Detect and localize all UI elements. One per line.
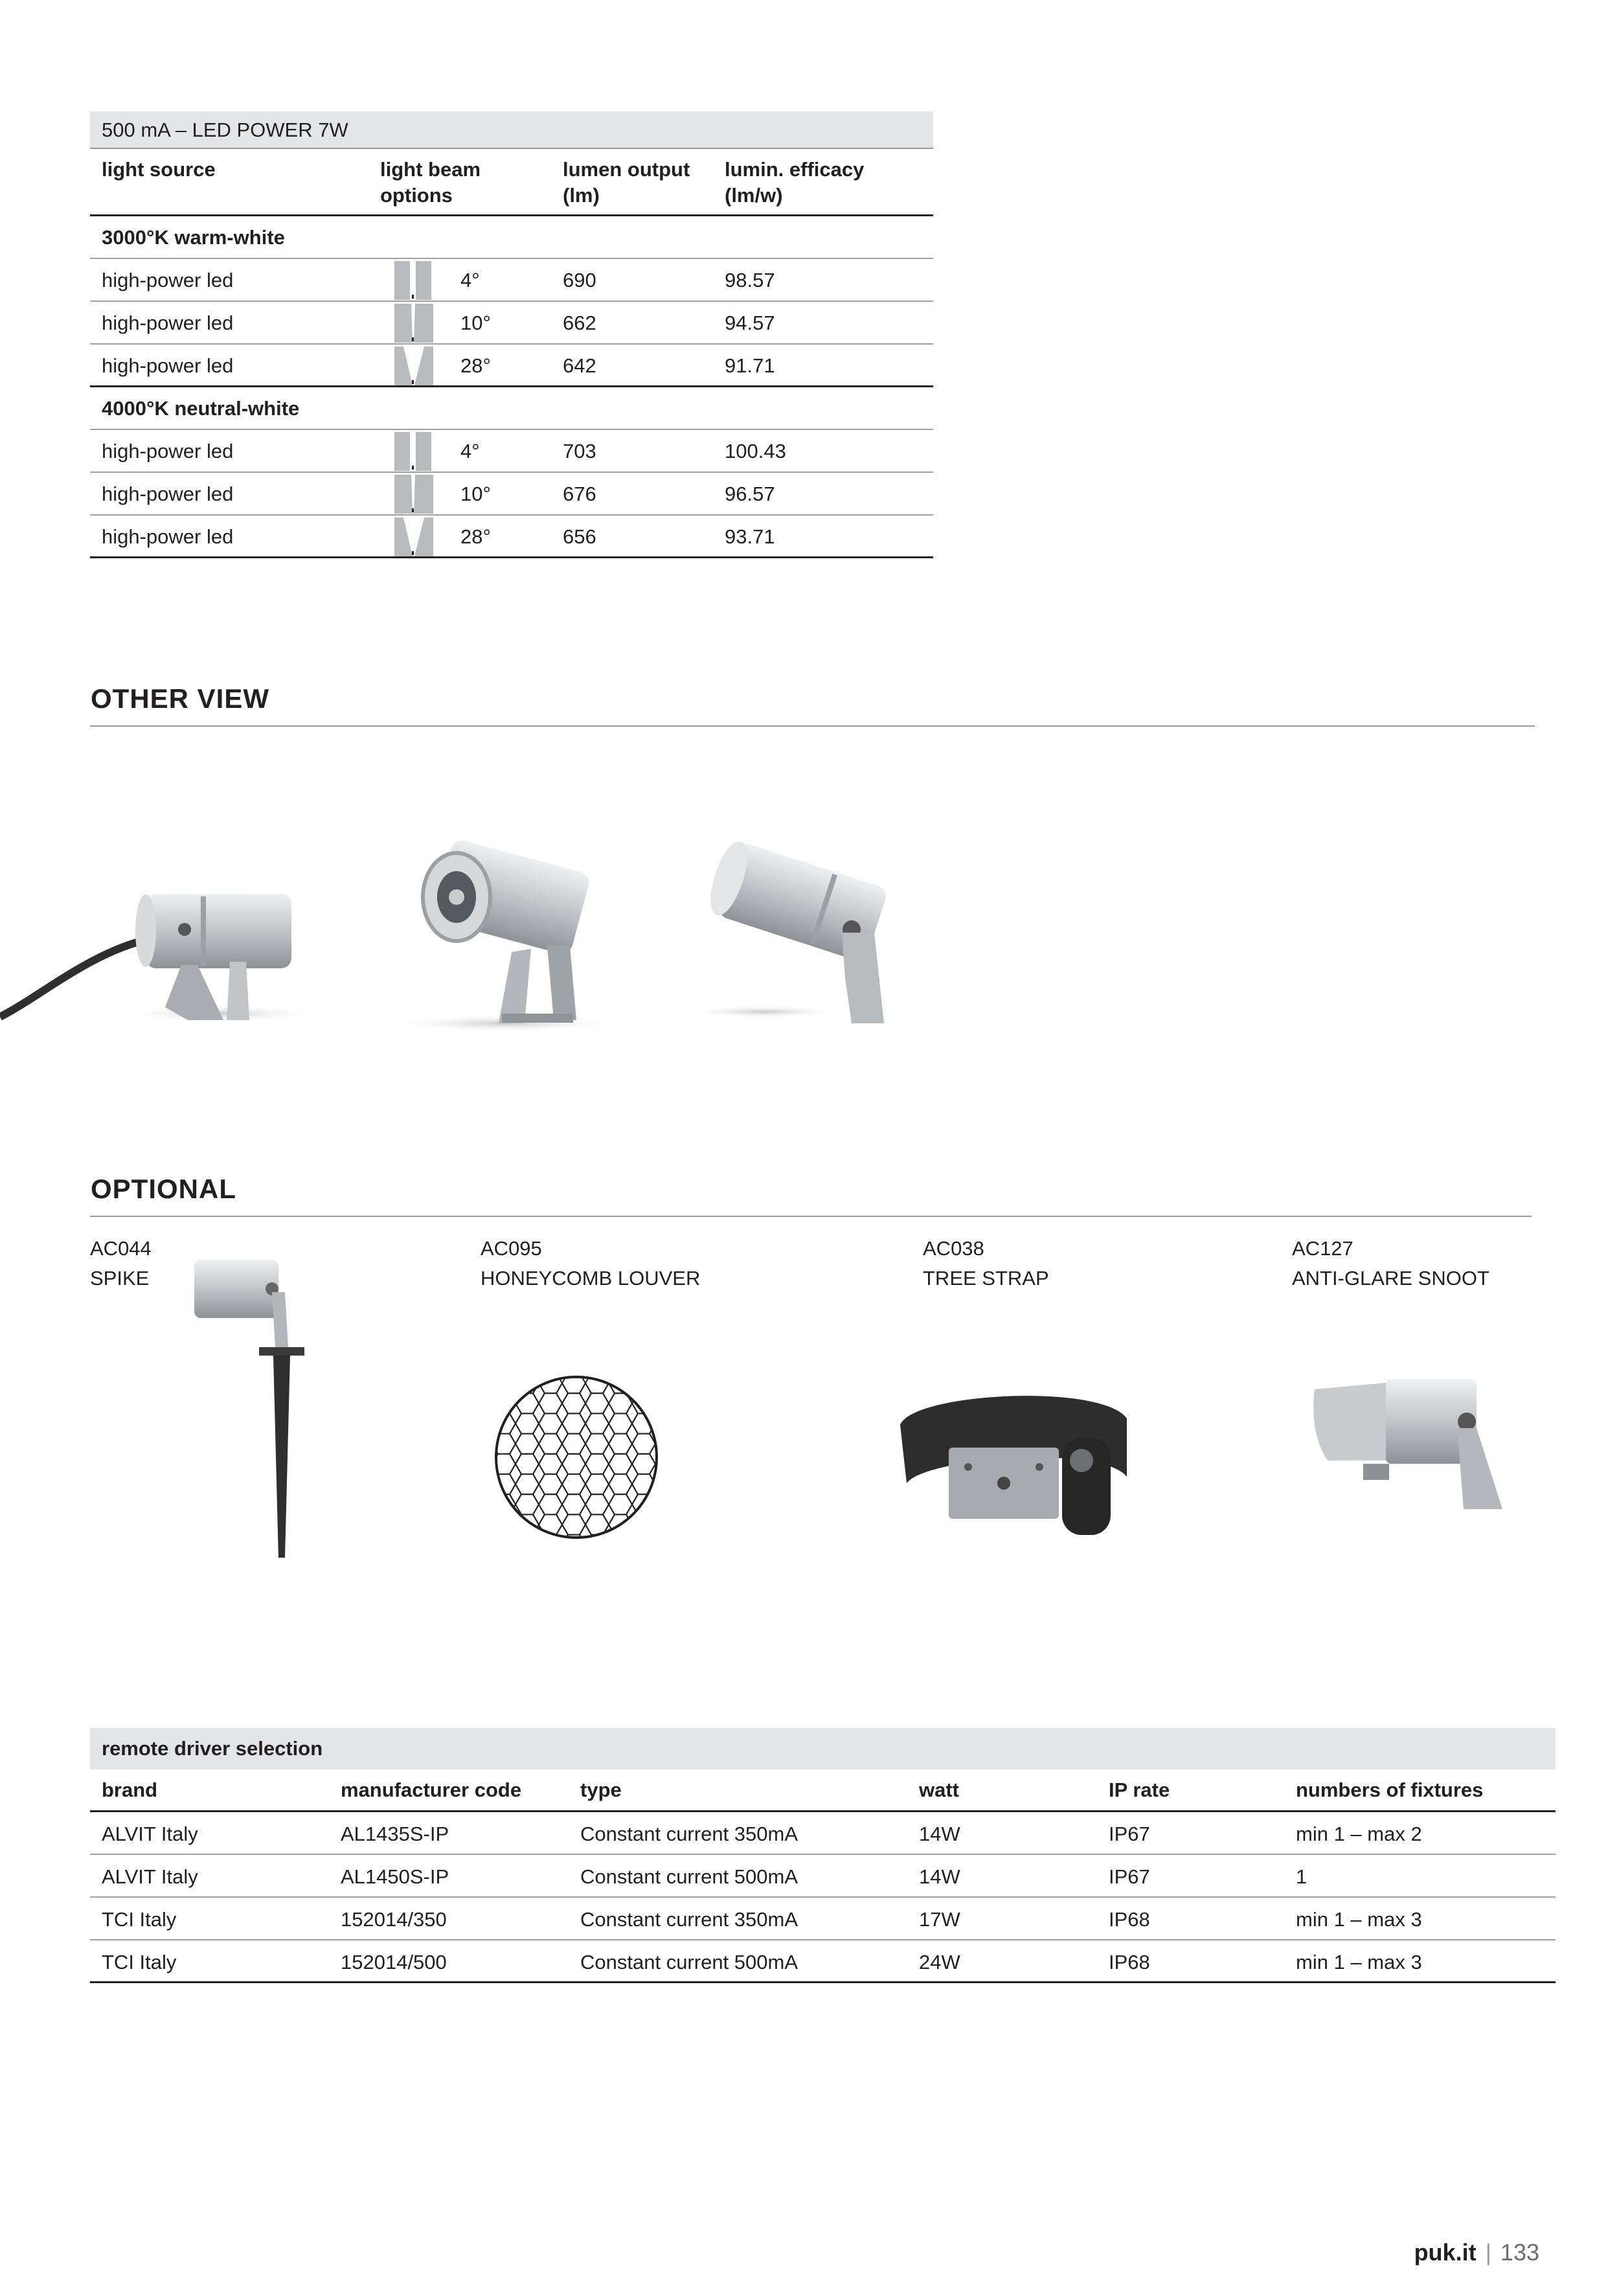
narrow-beam-icon — [394, 261, 433, 300]
optional-name: SPIKE — [90, 1267, 150, 1290]
table-row — [90, 1898, 1556, 1940]
cell-angle: 28° — [460, 525, 491, 548]
cell-watt: 24W — [919, 1951, 960, 1973]
spec-table — [90, 111, 933, 558]
optional-name: TREE STRAP — [923, 1267, 1049, 1290]
driver-table-title: remote driver selection — [90, 1728, 1556, 1769]
medium-beam-icon — [394, 475, 433, 514]
spike-accessory-image — [188, 1253, 304, 1564]
cell-source: high-power led — [102, 440, 234, 462]
table-row — [90, 1940, 1556, 1983]
cell-lumen: 703 — [563, 440, 596, 462]
cell-type: Constant current 500mA — [580, 1951, 798, 1973]
cell-code: 152014/500 — [341, 1951, 447, 1973]
cell-watt: 17W — [919, 1908, 960, 1931]
header-fixtures: numbers of fixtures — [1296, 1779, 1484, 1801]
table-row — [90, 259, 933, 302]
cell-code: AL1450S-IP — [341, 1865, 449, 1888]
header-light-beam: light beam options — [380, 158, 481, 207]
optional-item-ac038 — [923, 1234, 1049, 1293]
cell-angle: 4° — [460, 440, 480, 462]
header-code: manufacturer code — [341, 1779, 522, 1801]
table-row — [90, 516, 933, 558]
footer-site-link[interactable]: puk.it — [1414, 2239, 1477, 2266]
optional-item-ac044 — [90, 1234, 152, 1293]
cell-efficacy: 91.71 — [725, 354, 775, 377]
cell-ip: IP68 — [1109, 1908, 1150, 1931]
optional-name: HONEYCOMB LOUVER — [481, 1267, 701, 1290]
cell-lumen: 676 — [563, 483, 596, 505]
cell-brand: TCI Italy — [102, 1951, 177, 1973]
cell-type: Constant current 350mA — [580, 1908, 798, 1931]
cell-source: high-power led — [102, 483, 234, 505]
spec-table-header — [90, 149, 933, 216]
cell-code: AL1435S-IP — [341, 1823, 449, 1845]
cell-source: high-power led — [102, 269, 234, 291]
cell-fixtures: min 1 – max 3 — [1296, 1908, 1422, 1931]
header-brand: brand — [102, 1779, 158, 1801]
cell-fixtures: min 1 – max 3 — [1296, 1951, 1422, 1973]
group-warm-white: 3000°K warm-white — [90, 216, 933, 259]
other-view-title: OTHER VIEW — [91, 683, 270, 714]
cell-lumen: 642 — [563, 354, 596, 377]
optional-code: AC095 — [481, 1237, 542, 1260]
header-lumen: lumen output (lm) — [563, 158, 690, 207]
cell-brand: ALVIT Italy — [102, 1823, 198, 1845]
cell-source: high-power led — [102, 312, 234, 334]
spotlight-rear-view-image — [686, 842, 907, 1049]
cell-efficacy: 100.43 — [725, 440, 786, 462]
cell-watt: 14W — [919, 1865, 960, 1888]
optional-code: AC038 — [923, 1237, 984, 1260]
wide-beam-icon — [394, 347, 433, 385]
cell-efficacy: 96.57 — [725, 483, 775, 505]
cell-watt: 14W — [919, 1823, 960, 1845]
table-row — [90, 430, 933, 473]
header-watt: watt — [919, 1779, 959, 1801]
wide-beam-icon — [394, 517, 433, 556]
cell-type: Constant current 350mA — [580, 1823, 798, 1845]
other-view-rule — [90, 725, 1535, 727]
table-row — [90, 1855, 1556, 1898]
cell-source: high-power led — [102, 354, 234, 377]
footer-divider: | — [1485, 2239, 1491, 2266]
cell-brand: ALVIT Italy — [102, 1865, 198, 1888]
table-row — [90, 1812, 1556, 1855]
cell-ip: IP67 — [1109, 1865, 1150, 1888]
cell-angle: 28° — [460, 354, 491, 377]
page-number: 133 — [1500, 2239, 1539, 2266]
cell-ip: IP67 — [1109, 1823, 1150, 1845]
narrow-beam-icon — [394, 432, 433, 471]
cell-angle: 10° — [460, 483, 491, 505]
cell-fixtures: min 1 – max 2 — [1296, 1823, 1422, 1845]
optional-code: AC044 — [90, 1237, 152, 1260]
group-neutral-white: 4000°K neutral-white — [90, 387, 933, 430]
optional-rule — [90, 1216, 1532, 1217]
cell-code: 152014/350 — [341, 1908, 447, 1931]
header-light-source: light source — [102, 158, 216, 181]
cell-source: high-power led — [102, 525, 234, 548]
cell-type: Constant current 500mA — [580, 1865, 798, 1888]
cell-lumen: 656 — [563, 525, 596, 548]
page-footer — [1414, 2239, 1539, 2266]
header-type: type — [580, 1779, 622, 1801]
medium-beam-icon — [394, 304, 433, 343]
cell-efficacy: 93.71 — [725, 525, 775, 548]
optional-item-ac127 — [1292, 1234, 1489, 1293]
optional-name: ANTI-GLARE SNOOT — [1292, 1267, 1489, 1290]
header-efficacy: lumin. efficacy (lm/w) — [725, 158, 865, 207]
driver-table-header — [90, 1769, 1556, 1812]
optional-item-ac095 — [481, 1234, 700, 1293]
cell-angle: 4° — [460, 269, 480, 291]
cell-fixtures: 1 — [1296, 1865, 1308, 1888]
tree-strap-accessory-image — [887, 1386, 1146, 1548]
optional-code: AC127 — [1292, 1237, 1353, 1260]
cell-lumen: 690 — [563, 269, 596, 291]
table-row — [90, 302, 933, 345]
honeycomb-louver-icon — [492, 1373, 661, 1541]
table-row — [90, 345, 933, 387]
cell-angle: 10° — [460, 312, 491, 334]
optional-title: OPTIONAL — [91, 1174, 236, 1204]
spec-table-title: 500 mA – LED POWER 7W — [90, 111, 933, 149]
spotlight-front-view-image — [382, 835, 628, 1049]
spotlight-side-view-image — [0, 842, 324, 1049]
header-ip: IP rate — [1109, 1779, 1170, 1801]
driver-table — [90, 1728, 1556, 1983]
anti-glare-snoot-accessory-image — [1308, 1370, 1502, 1519]
table-row — [90, 473, 933, 516]
cell-brand: TCI Italy — [102, 1908, 177, 1931]
cell-efficacy: 98.57 — [725, 269, 775, 291]
cell-ip: IP68 — [1109, 1951, 1150, 1973]
cell-lumen: 662 — [563, 312, 596, 334]
cell-efficacy: 94.57 — [725, 312, 775, 334]
